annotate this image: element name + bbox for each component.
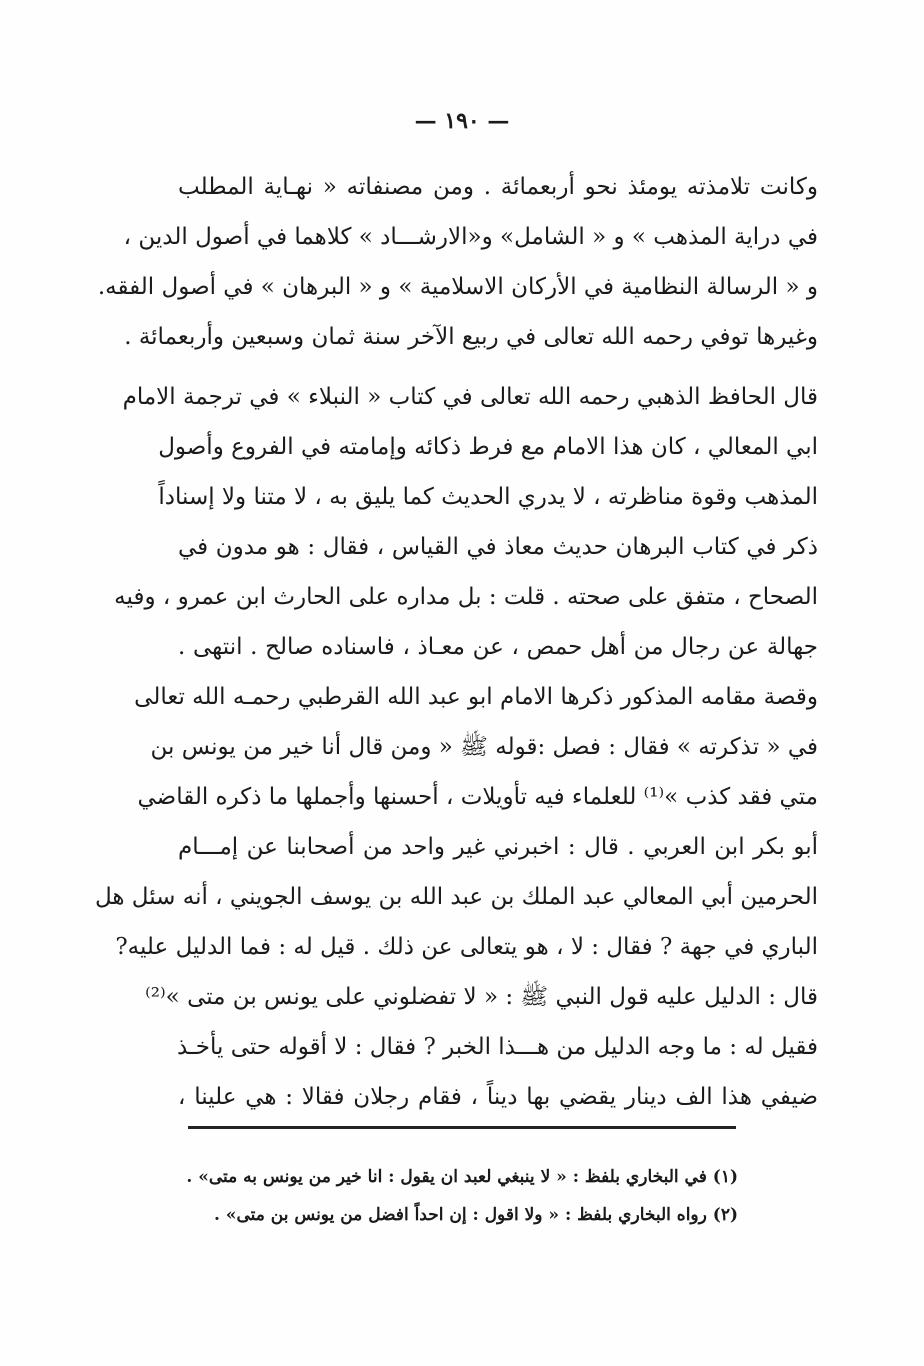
paragraph-2 <box>94 372 818 1122</box>
text-line: قال الحافظ الذهبي رحمه الله تعالى في كتاب « النبلاء » في ترجمة الامام <box>122 384 818 410</box>
text-line: الباري في جهة ? فقال : لا ، هو يتعالى عن ذلك . قيل له : فما الدليل عليه? <box>115 934 818 960</box>
text-line: في دراية المذهب » و « الشامل» و«الارشـــاد » كلاهما في أصول الدين ، <box>123 224 818 250</box>
text-line: فقيل له : ما وجه الدليل من هـــذا الخبر ? فقال : لا أقوله حتى يأخـذ <box>177 1034 818 1060</box>
text-line: أبو بكر ابن العربي . قال : اخبرني غير واحد من أصحابنا عن إمـــام <box>178 834 818 860</box>
text-line: و « الرسالة النظامية في الأركان الاسلامية » و « البرهان » في أصول الفقه. <box>97 274 818 300</box>
text-line: قال : الدليل عليه قول النبي ﷺ : « لا تفضلوني على يونس بن متى »⁽²⁾ <box>145 984 818 1010</box>
paragraph-1 <box>97 162 818 362</box>
text-line: وقصة مقامه المذكور ذكرها الامام ابو عبد الله القرطبي رحمـه الله تعالى <box>134 684 818 710</box>
text-line: ذكر في كتاب البرهان حديث معاذ في القياس ، فقال : هو مدون في <box>178 534 818 560</box>
text-line: وغيرها توفي رحمه الله تعالى في ربيع الآخر سنة ثمان وسبعين وأربعمائة . <box>124 324 818 350</box>
page-number: — ١٩٠ — <box>414 108 510 134</box>
text-line: ابي المعالي ، كان هذا الامام مع فرط ذكائه وإمامته في الفروع وأصول <box>158 434 818 460</box>
text-line: المذهب وقوة مناظرته ، لا يدري الحديث كما يليق به ، لا متنا ولا إسناداً <box>158 484 818 510</box>
text-line: وكانت تلامذته يومئذ نحو أربعمائة . ومن مصنفاته « نهـاية المطلب <box>178 174 818 200</box>
footnotes <box>178 1158 738 1234</box>
footnote-divider <box>188 1126 736 1129</box>
text-line: الحرمين أبي المعالي عبد الملك بن عبد الله بن يوسف الجويني ، أنه سئل هل <box>94 884 818 910</box>
text-line: متي فقد كذب »⁽¹⁾ للعلماء فيه تأويلات ، أحسنها وأجملها ما ذكره القاضي <box>137 784 818 810</box>
footnote-1: (١) في البخاري بلفظ : « لا ينبغي لعبد ان يقول : انا خير من يونس به متى» . <box>186 1167 738 1187</box>
text-line: في « تذكرته » فقال : فصل :قوله ﷺ « ومن قال أنا خير من يونس بن <box>150 734 818 760</box>
text-line: جهالة عن رجال من أهل حمص ، عن معـاذ ، فاسناده صالح . انتهى . <box>178 634 818 660</box>
text-line: ضيفي هذا الف دينار يقضي بها ديناً ، فقام رجلان فقالا : هي علينا ، <box>178 1084 818 1110</box>
footnote-2: (٢) رواه البخاري بلفظ : « ولا اقول : إن احداً افضل من يونس بن متى» . <box>214 1205 738 1225</box>
text-line: الصحاح ، متفق على صحته . قلت : بل مداره على الحارث ابن عمرو ، وفيه <box>114 584 818 610</box>
